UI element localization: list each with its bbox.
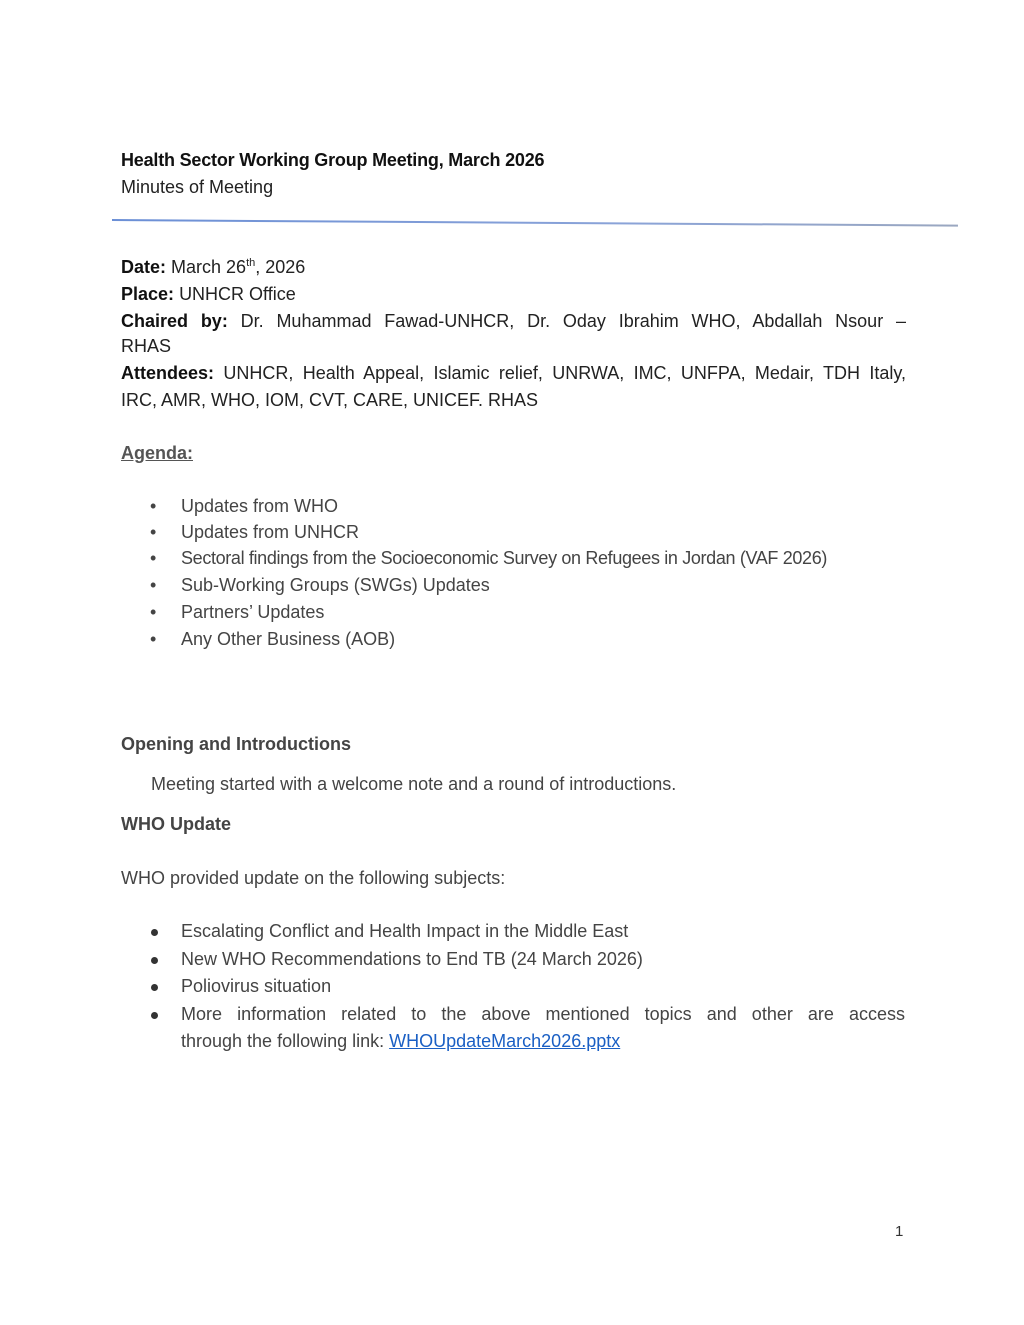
meta-place (121, 284, 296, 305)
bullet-icon (151, 984, 158, 991)
meta-place-label: Place: (121, 284, 175, 304)
meta-chaired-by (121, 311, 906, 332)
meta-date-day: March 26 (171, 257, 247, 277)
agenda-item-text: Partners’ Updates (181, 602, 325, 622)
who-update-more-info: More information related to the above mentioned topics and other are access (181, 1004, 905, 1024)
meta-attendees-cont: IRC, AMR, WHO, IOM, CVT, CARE, UNICEF. RHAS (121, 390, 539, 410)
bullet-icon (151, 957, 158, 964)
bullet-icon: • (150, 575, 157, 595)
bullet-icon: • (150, 548, 157, 568)
header-divider (112, 219, 958, 227)
meta-chaired-by-cont: RHAS (121, 336, 172, 356)
opening-heading: Opening and Introductions (121, 734, 351, 754)
agenda-label: Agenda: (121, 443, 193, 463)
who-update-item-text: Poliovirus situation (181, 976, 332, 996)
opening-text: Meeting started with a welcome note and a round of introductions. (151, 774, 677, 794)
meta-attendees (121, 363, 906, 384)
agenda-item-text: Any Other Business (AOB) (181, 629, 396, 649)
meta-place-value: UNHCR Office (179, 284, 296, 304)
meta-date (121, 257, 305, 278)
meta-attendees-label: Attendees: (121, 363, 215, 383)
agenda-item-text: Updates from UNHCR (181, 522, 360, 542)
page-number: 1 (895, 1223, 904, 1240)
who-update-item-text: Escalating Conflict and Health Impact in the Middle East (181, 921, 629, 941)
meta-attendees-value: UNHCR, Health Appeal, Islamic relief, UNRWA, IMC, UNFPA, Medair, TDH Italy, (223, 363, 906, 383)
meta-chaired-label: Chaired by: (121, 311, 228, 331)
who-update-item-text: New WHO Recommendations to End TB (24 March 2026) (181, 949, 643, 969)
agenda-item-text: Updates from WHO (181, 496, 339, 516)
bullet-icon: • (150, 522, 157, 542)
meta-date-ordinal: th (246, 257, 256, 269)
meta-date-value (171, 257, 305, 277)
bullet-icon (151, 1012, 158, 1019)
bullet-icon: • (150, 496, 157, 516)
bullet-icon: • (150, 602, 157, 622)
who-update-intro: WHO provided update on the following subjects: (121, 868, 506, 888)
who-update-pptx-link[interactable]: WHOUpdateMarch2026.pptx (389, 1031, 621, 1051)
bullet-icon (151, 929, 158, 936)
meta-chaired-value: Dr. Muhammad Fawad-UNHCR, Dr. Oday Ibrahim WHO, Abdallah Nsour – (240, 311, 906, 331)
who-update-more-info-cont (181, 1031, 620, 1052)
who-update-heading: WHO Update (121, 814, 231, 834)
agenda-item-text: Sub-Working Groups (SWGs) Updates (181, 575, 490, 595)
meta-date-year: , 2026 (255, 257, 306, 277)
who-update-link-prefix: through the following link: (181, 1031, 390, 1051)
bullet-icon: • (150, 629, 157, 649)
agenda-item-text: Sectoral findings from the Socioeconomic Survey on Refugees in Jordan (VAF 2026) (181, 548, 828, 568)
document-subtitle: Minutes of Meeting (121, 177, 274, 197)
meta-date-label: Date: (121, 257, 167, 277)
document-title: Health Sector Working Group Meeting, March 2026 (121, 150, 545, 170)
